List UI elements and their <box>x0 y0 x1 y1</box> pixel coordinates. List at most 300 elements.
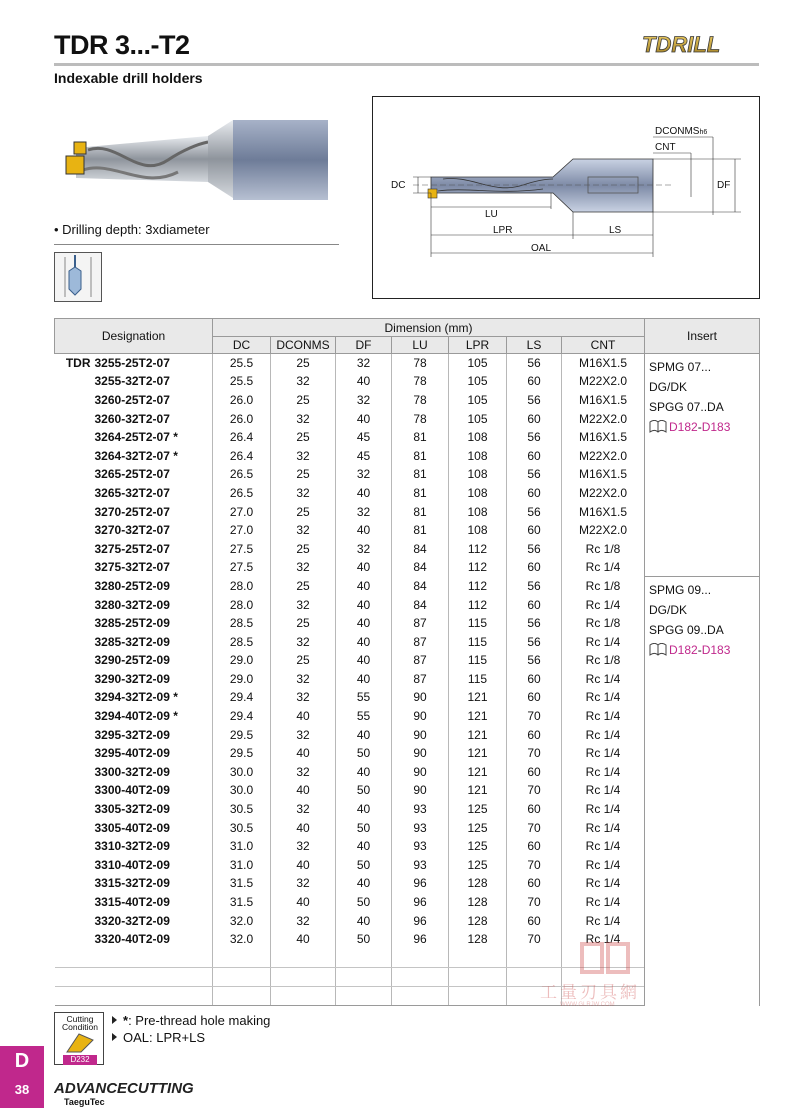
cell-cnt: Rc 1/4 <box>562 874 645 893</box>
cell-lu: 90 <box>392 781 449 800</box>
cell-ls: 56 <box>507 465 562 484</box>
cell-dconms: 32 <box>271 595 336 614</box>
cell-dc: 26.0 <box>213 409 271 428</box>
cell-dc: 29.0 <box>213 670 271 689</box>
cell-dconms: 32 <box>271 372 336 391</box>
cell-lu: 84 <box>392 595 449 614</box>
cell-dc: 30.0 <box>213 781 271 800</box>
cell-lpr: 108 <box>449 484 507 503</box>
cell-ls: 60 <box>507 558 562 577</box>
designation-code: 3255-32T2-07 <box>94 374 170 389</box>
insert-type: SPGG 07..DA <box>649 400 724 414</box>
drill-holder-photo <box>58 100 333 215</box>
book-ref-icon <box>649 643 667 656</box>
designation-code: 3275-32T2-07 <box>94 560 170 575</box>
cell-cnt: M16X1.5 <box>562 354 645 373</box>
cell-cnt: Rc 1/4 <box>562 558 645 577</box>
cell-dconms: 32 <box>271 446 336 465</box>
ref-start: D182 <box>669 420 698 434</box>
note-oal: OAL: LPR+LS <box>112 1030 205 1045</box>
cell-dconms: 40 <box>271 818 336 837</box>
designation-code: 3270-32T2-07 <box>94 523 170 538</box>
empty-cell <box>213 949 271 968</box>
empty-cell <box>336 987 392 1006</box>
cell-dc: 27.5 <box>213 539 271 558</box>
cell-lpr: 108 <box>449 465 507 484</box>
cell-ls: 60 <box>507 763 562 782</box>
cell-df: 50 <box>336 930 392 949</box>
insert-group <box>645 354 760 577</box>
empty-cell <box>271 987 336 1006</box>
designation-code: 3294-32T2-09 * <box>94 690 178 705</box>
cell-df: 32 <box>336 354 392 373</box>
cell-cnt: Rc 1/4 <box>562 930 645 949</box>
label-lpr: LPR <box>493 225 513 236</box>
cell-lu: 81 <box>392 521 449 540</box>
insert-type: SPMG 07... <box>649 360 712 374</box>
cell-dconms: 25 <box>271 465 336 484</box>
cell-cnt: M22X2.0 <box>562 446 645 465</box>
cell-lu: 78 <box>392 391 449 410</box>
drilling-depth-icon <box>54 252 102 302</box>
designation-code: 3320-40T2-09 <box>94 932 170 947</box>
cell-df: 40 <box>336 372 392 391</box>
cell-lu: 81 <box>392 446 449 465</box>
cell-dconms: 32 <box>271 409 336 428</box>
cell-ls: 56 <box>507 539 562 558</box>
header-designation: Designation <box>55 319 213 354</box>
cell-dconms: 40 <box>271 781 336 800</box>
row-prefix <box>55 614 95 633</box>
cell-cnt: Rc 1/4 <box>562 856 645 875</box>
cell-cnt: Rc 1/4 <box>562 632 645 651</box>
cell-dconms: 25 <box>271 539 336 558</box>
cell-dconms: 25 <box>271 614 336 633</box>
designation-code: 3280-25T2-09 <box>94 578 170 593</box>
header-dc: DC <box>213 337 271 354</box>
cell-lpr: 121 <box>449 707 507 726</box>
empty-cell <box>55 987 95 1006</box>
empty-cell <box>449 968 507 987</box>
cell-dc: 25.5 <box>213 372 271 391</box>
cell-dconms: 25 <box>271 354 336 373</box>
header-cnt: CNT <box>562 337 645 354</box>
cell-lpr: 115 <box>449 632 507 651</box>
designation-code: 3300-40T2-09 <box>94 783 170 798</box>
cell-lpr: 125 <box>449 837 507 856</box>
cell-dc: 25.5 <box>213 354 271 373</box>
cell-dconms: 40 <box>271 707 336 726</box>
empty-cell <box>449 987 507 1006</box>
cell-lu: 84 <box>392 577 449 596</box>
cell-ls: 60 <box>507 484 562 503</box>
row-prefix <box>55 763 95 782</box>
row-prefix <box>55 837 95 856</box>
cell-cnt: Rc 1/4 <box>562 837 645 856</box>
cell-lpr: 112 <box>449 577 507 596</box>
row-prefix <box>55 911 95 930</box>
cell-dc: 28.5 <box>213 632 271 651</box>
cell-ls: 70 <box>507 893 562 912</box>
cell-lpr: 115 <box>449 651 507 670</box>
cell-ls: 60 <box>507 911 562 930</box>
cell-cnt: M22X2.0 <box>562 484 645 503</box>
empty-cell <box>336 968 392 987</box>
designation-code: 3320-32T2-09 <box>94 913 170 928</box>
cell-lpr: 115 <box>449 614 507 633</box>
cell-df: 45 <box>336 446 392 465</box>
cell-dc: 26.4 <box>213 446 271 465</box>
label-oal: OAL <box>531 243 552 254</box>
cell-lpr: 105 <box>449 409 507 428</box>
cell-lu: 84 <box>392 539 449 558</box>
cell-ls: 56 <box>507 632 562 651</box>
cell-df: 40 <box>336 409 392 428</box>
cell-lpr: 121 <box>449 744 507 763</box>
cell-df: 40 <box>336 837 392 856</box>
cell-lu: 81 <box>392 428 449 447</box>
cell-dconms: 32 <box>271 763 336 782</box>
cell-lpr: 128 <box>449 893 507 912</box>
cell-ls: 60 <box>507 837 562 856</box>
empty-cell <box>213 987 271 1006</box>
insert-type: SPMG 09... <box>649 583 712 598</box>
cell-lu: 81 <box>392 484 449 503</box>
cell-dc: 29.4 <box>213 688 271 707</box>
cell-lu: 87 <box>392 614 449 633</box>
designation-code: 3260-32T2-07 <box>94 411 170 426</box>
bullet-arrow-icon <box>112 1016 117 1024</box>
header-dconms: DCONMS <box>271 337 336 354</box>
cell-dconms: 32 <box>271 670 336 689</box>
cell-dconms: 25 <box>271 428 336 447</box>
cell-cnt: Rc 1/4 <box>562 725 645 744</box>
cell-cnt: Rc 1/4 <box>562 763 645 782</box>
cell-lpr: 125 <box>449 800 507 819</box>
cell-ls: 56 <box>507 354 562 373</box>
cell-dc: 31.0 <box>213 856 271 875</box>
cell-cnt: Rc 1/4 <box>562 688 645 707</box>
cell-lu: 90 <box>392 744 449 763</box>
tdrill-logo <box>640 30 760 58</box>
cell-dc: 27.0 <box>213 521 271 540</box>
watermark-logo-icon <box>578 940 638 976</box>
empty-cell <box>449 949 507 968</box>
empty-cell <box>95 949 213 968</box>
cell-df: 40 <box>336 763 392 782</box>
cell-dconms: 32 <box>271 484 336 503</box>
cell-lpr: 112 <box>449 595 507 614</box>
row-prefix <box>55 800 95 819</box>
cell-dc: 32.0 <box>213 911 271 930</box>
specification-table <box>54 318 760 1006</box>
cell-ls: 60 <box>507 874 562 893</box>
cell-dc: 30.5 <box>213 818 271 837</box>
designation-code: 3270-25T2-07 <box>94 504 170 519</box>
label-ls: LS <box>609 225 622 236</box>
cell-dconms: 40 <box>271 930 336 949</box>
svg-text:ADVANCECUTTING: ADVANCECUTTING <box>54 1080 194 1097</box>
row-prefix <box>55 707 95 726</box>
cell-df: 40 <box>336 800 392 819</box>
designation-code: 3305-32T2-09 <box>94 802 170 817</box>
cell-lu: 93 <box>392 856 449 875</box>
cell-lu: 90 <box>392 763 449 782</box>
cell-cnt: Rc 1/8 <box>562 614 645 633</box>
ref-end: D183 <box>701 643 731 658</box>
cell-cnt: M22X2.0 <box>562 521 645 540</box>
cell-ls: 70 <box>507 744 562 763</box>
designation-code: 3285-25T2-09 <box>94 616 170 631</box>
taegutec-logo-text: TaeguTec <box>64 1097 105 1107</box>
cutting-condition-ref: D232 <box>63 1055 97 1065</box>
cell-dconms: 32 <box>271 632 336 651</box>
insert-page-ref[interactable] <box>649 417 755 437</box>
cell-lpr: 105 <box>449 354 507 373</box>
row-prefix <box>55 744 95 763</box>
designation-code: 3310-32T2-09 <box>94 839 170 854</box>
cell-lpr: 128 <box>449 874 507 893</box>
row-prefix <box>55 391 95 410</box>
cell-cnt: Rc 1/8 <box>562 539 645 558</box>
cell-dconms: 32 <box>271 521 336 540</box>
empty-cell <box>55 968 95 987</box>
label-lu: LU <box>485 209 498 220</box>
cell-cnt: Rc 1/8 <box>562 577 645 596</box>
cell-dconms: 40 <box>271 744 336 763</box>
cell-dc: 31.5 <box>213 893 271 912</box>
cell-dc: 28.0 <box>213 595 271 614</box>
cutting-tool-icon <box>65 1032 95 1054</box>
cell-lu: 87 <box>392 632 449 651</box>
cell-df: 50 <box>336 744 392 763</box>
cell-lpr: 105 <box>449 391 507 410</box>
cell-cnt: Rc 1/8 <box>562 651 645 670</box>
page-number: 38 <box>0 1076 44 1108</box>
cell-cnt: M22X2.0 <box>562 372 645 391</box>
row-prefix <box>55 651 95 670</box>
designation-code: 3315-32T2-09 <box>94 876 170 891</box>
cell-dconms: 25 <box>271 651 336 670</box>
table-row <box>55 577 760 596</box>
empty-cell <box>392 949 449 968</box>
cell-dconms: 25 <box>271 502 336 521</box>
cell-ls: 60 <box>507 521 562 540</box>
cell-df: 40 <box>336 595 392 614</box>
designation-code: 3265-25T2-07 <box>94 467 170 482</box>
cell-df: 55 <box>336 688 392 707</box>
label-dconms: DCONMSh6 <box>655 126 708 137</box>
cell-ls: 60 <box>507 688 562 707</box>
ref-sep: - <box>697 643 702 658</box>
row-prefix <box>55 502 95 521</box>
row-prefix <box>55 632 95 651</box>
header-ls: LS <box>507 337 562 354</box>
header-insert: Insert <box>645 319 760 354</box>
insert-page-ref[interactable] <box>649 640 755 660</box>
row-prefix <box>55 893 95 912</box>
empty-cell <box>392 987 449 1006</box>
cell-lu: 87 <box>392 651 449 670</box>
cell-df: 32 <box>336 502 392 521</box>
cell-df: 40 <box>336 874 392 893</box>
empty-cell <box>336 949 392 968</box>
designation-code: 3265-32T2-07 <box>94 485 170 500</box>
cell-dc: 29.4 <box>213 707 271 726</box>
cell-df: 50 <box>336 781 392 800</box>
cell-df: 45 <box>336 428 392 447</box>
cell-df: 40 <box>336 911 392 930</box>
empty-cell <box>95 968 213 987</box>
book-ref-icon <box>649 420 667 433</box>
cell-dc: 26.0 <box>213 391 271 410</box>
cell-cnt: Rc 1/4 <box>562 744 645 763</box>
empty-cell <box>213 968 271 987</box>
cell-ls: 56 <box>507 502 562 521</box>
cell-lu: 96 <box>392 893 449 912</box>
designation-code: 3310-40T2-09 <box>94 857 170 872</box>
cell-lpr: 108 <box>449 521 507 540</box>
cell-lu: 90 <box>392 688 449 707</box>
cell-cnt: M16X1.5 <box>562 502 645 521</box>
cell-df: 55 <box>336 707 392 726</box>
cell-ls: 70 <box>507 781 562 800</box>
cell-cnt: Rc 1/4 <box>562 670 645 689</box>
cutting-condition-badge <box>54 1012 104 1065</box>
designation-code: 3295-40T2-09 <box>94 746 170 761</box>
note-prethread: *: Pre-thread hole making <box>112 1013 270 1028</box>
cell-lpr: 115 <box>449 670 507 689</box>
cell-cnt: M16X1.5 <box>562 428 645 447</box>
feature-drilling-depth: • Drilling depth: 3xdiameter <box>54 222 210 237</box>
cell-lpr: 108 <box>449 446 507 465</box>
designation-code: 3290-32T2-09 <box>94 671 170 686</box>
cell-lpr: 121 <box>449 725 507 744</box>
designation-code: 3305-40T2-09 <box>94 820 170 835</box>
cell-lu: 84 <box>392 558 449 577</box>
cell-dc: 29.5 <box>213 744 271 763</box>
cell-lu: 81 <box>392 465 449 484</box>
cell-dc: 26.4 <box>213 428 271 447</box>
cell-dconms: 32 <box>271 725 336 744</box>
cell-dc: 32.0 <box>213 930 271 949</box>
row-prefix <box>55 372 95 391</box>
cell-dc: 31.0 <box>213 837 271 856</box>
page-title: TDR 3...-T2 <box>54 30 190 60</box>
designation-code: 3260-25T2-07 <box>94 392 170 407</box>
designation-code: 3295-32T2-09 <box>94 727 170 742</box>
watermark-text: 工量刃具網 <box>540 983 640 1002</box>
cell-dc: 27.5 <box>213 558 271 577</box>
cell-dc: 28.5 <box>213 614 271 633</box>
cell-dconms: 32 <box>271 688 336 707</box>
cell-ls: 70 <box>507 818 562 837</box>
cutting-condition-label: Cutting Condition <box>62 1014 98 1032</box>
cell-lu: 93 <box>392 800 449 819</box>
designation-code: 3315-40T2-09 <box>94 895 170 910</box>
cell-dc: 26.5 <box>213 484 271 503</box>
cell-lu: 93 <box>392 837 449 856</box>
cell-lpr: 121 <box>449 688 507 707</box>
cell-ls: 70 <box>507 856 562 875</box>
cell-dc: 30.0 <box>213 763 271 782</box>
row-prefix <box>55 539 95 558</box>
cell-ls: 60 <box>507 409 562 428</box>
row-prefix <box>55 930 95 949</box>
row-prefix <box>55 577 95 596</box>
cell-lu: 78 <box>392 409 449 428</box>
row-prefix <box>55 595 95 614</box>
cell-df: 32 <box>336 391 392 410</box>
feature-divider <box>54 244 339 245</box>
cell-lu: 96 <box>392 874 449 893</box>
empty-cell <box>392 968 449 987</box>
row-prefix <box>55 818 95 837</box>
row-prefix <box>55 446 95 465</box>
cell-dconms: 32 <box>271 837 336 856</box>
cell-ls: 70 <box>507 707 562 726</box>
cell-cnt: Rc 1/4 <box>562 707 645 726</box>
cell-ls: 60 <box>507 372 562 391</box>
row-prefix <box>55 670 95 689</box>
cell-lpr: 121 <box>449 781 507 800</box>
cell-lpr: 108 <box>449 428 507 447</box>
row-prefix <box>55 725 95 744</box>
empty-cell <box>95 987 213 1006</box>
insert-type: DG/DK <box>649 380 688 394</box>
row-prefix <box>55 409 95 428</box>
cell-ls: 60 <box>507 446 562 465</box>
row-prefix <box>55 874 95 893</box>
cell-df: 50 <box>336 856 392 875</box>
row-prefix <box>55 781 95 800</box>
cell-ls: 60 <box>507 670 562 689</box>
cell-df: 40 <box>336 670 392 689</box>
label-dc: DC <box>391 180 406 191</box>
cell-df: 50 <box>336 893 392 912</box>
cell-lpr: 121 <box>449 763 507 782</box>
ref-end: D183 <box>701 420 731 434</box>
header-dimension: Dimension (mm) <box>213 319 645 337</box>
ref-start: D182 <box>669 643 698 658</box>
label-df: DF <box>717 180 731 191</box>
advance-cutting-logo <box>54 1077 204 1097</box>
cell-df: 40 <box>336 725 392 744</box>
cell-lpr: 108 <box>449 502 507 521</box>
cell-lpr: 128 <box>449 911 507 930</box>
empty-cell <box>55 949 95 968</box>
cell-lpr: 105 <box>449 372 507 391</box>
ref-sep: - <box>697 420 702 434</box>
row-prefix <box>55 521 95 540</box>
cell-dconms: 32 <box>271 911 336 930</box>
cell-cnt: M16X1.5 <box>562 391 645 410</box>
cell-lu: 96 <box>392 930 449 949</box>
row-prefix <box>55 465 95 484</box>
cell-ls: 56 <box>507 651 562 670</box>
cell-lu: 78 <box>392 372 449 391</box>
designation-code: 3290-25T2-09 <box>94 653 170 668</box>
cell-ls: 60 <box>507 595 562 614</box>
cell-lpr: 112 <box>449 539 507 558</box>
cell-df: 40 <box>336 484 392 503</box>
row-prefix: TDR <box>65 356 91 371</box>
row-prefix <box>55 428 95 447</box>
header-df: DF <box>336 337 392 354</box>
cell-dconms: 32 <box>271 800 336 819</box>
cell-df: 40 <box>336 651 392 670</box>
cell-df: 40 <box>336 632 392 651</box>
